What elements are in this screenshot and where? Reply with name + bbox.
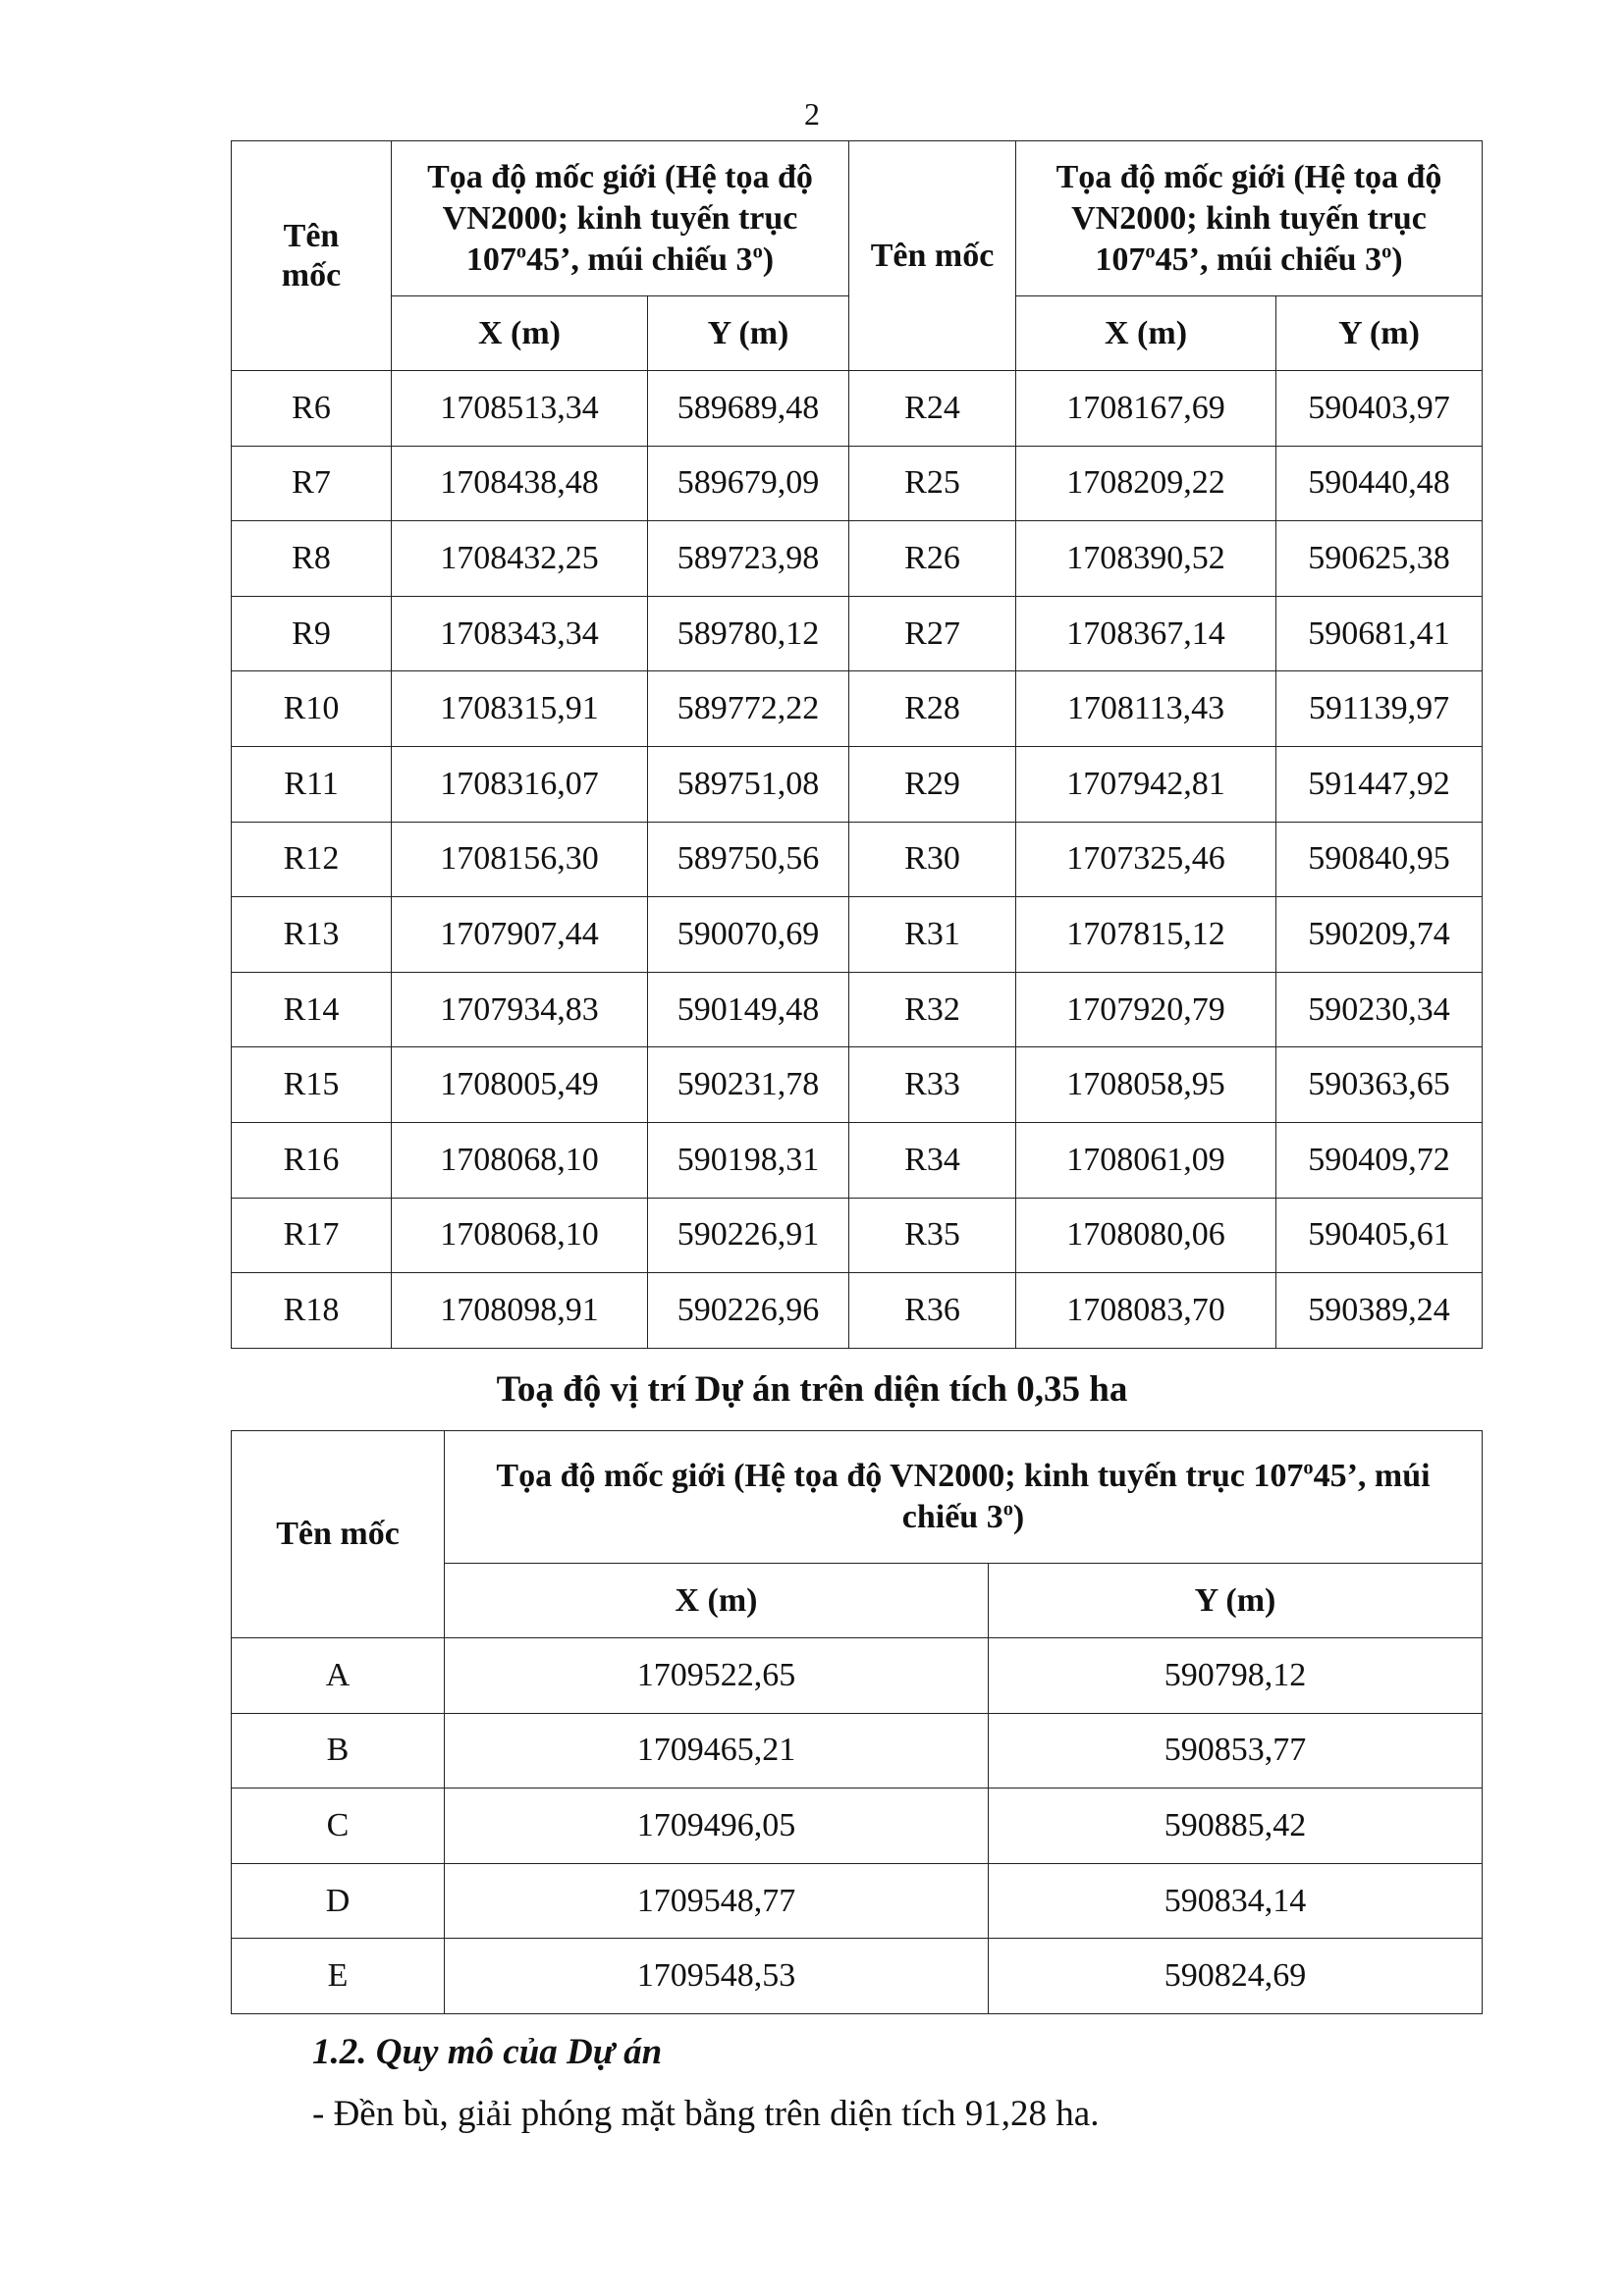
table-cell-x1: 1708316,07: [392, 746, 648, 822]
table-cell-x1: 1707934,83: [392, 972, 648, 1047]
table-cell-n2: R26: [849, 521, 1016, 597]
table-cell-y1: 589689,48: [648, 371, 849, 447]
table-cell-y1: 590070,69: [648, 897, 849, 973]
table-cell-x2: 1708209,22: [1016, 446, 1276, 521]
table-cell-y2: 591139,97: [1276, 671, 1483, 747]
col-header-name-right: Tên mốc: [849, 141, 1016, 371]
boundary-coordinates-table: [231, 140, 1483, 1349]
table-cell-y2: 590230,34: [1276, 972, 1483, 1047]
table-cell-n2: R27: [849, 596, 1016, 671]
table-cell-x1: 1708068,10: [392, 1122, 648, 1198]
table-cell-n2: R35: [849, 1198, 1016, 1273]
table-cell-y1: 590149,48: [648, 972, 849, 1047]
table-cell-y: 590885,42: [989, 1789, 1483, 1864]
col-header-x-left: X (m): [392, 296, 648, 371]
table-cell-n1: R18: [232, 1273, 392, 1349]
col-header-y-left: Y (m): [648, 296, 849, 371]
table-cell-y2: 590409,72: [1276, 1122, 1483, 1198]
page-number: 2: [804, 96, 820, 132]
table-cell-x1: 1708005,49: [392, 1047, 648, 1123]
table-cell-y1: 589723,98: [648, 521, 849, 597]
table-row: [232, 822, 1483, 897]
table-cell-y2: 590681,41: [1276, 596, 1483, 671]
table-cell-n1: R15: [232, 1047, 392, 1123]
table-row: [232, 972, 1483, 1047]
table-cell-n1: R10: [232, 671, 392, 747]
table-row: [232, 1638, 1483, 1714]
table-cell-n2: R28: [849, 671, 1016, 747]
subheading: 1.2. Quy mô của Dự án: [312, 2032, 663, 2072]
table-cell-n1: R7: [232, 446, 392, 521]
table-row: [232, 596, 1483, 671]
table-cell-y1: 589679,09: [648, 446, 849, 521]
table-row: [232, 446, 1483, 521]
col-header-y-right: Y (m): [1276, 296, 1483, 371]
table-cell-y2: 590405,61: [1276, 1198, 1483, 1273]
table-cell-n: E: [232, 1939, 445, 2014]
table-cell-x: 1709548,53: [445, 1939, 989, 2014]
table-row: [232, 371, 1483, 447]
table-row: [232, 1863, 1483, 1939]
table-cell-n1: R12: [232, 822, 392, 897]
table-cell-y1: 589750,56: [648, 822, 849, 897]
table-cell-x2: 1707815,12: [1016, 897, 1276, 973]
table-cell-n: A: [232, 1638, 445, 1714]
table-cell-x2: 1708367,14: [1016, 596, 1276, 671]
table-row: [232, 1789, 1483, 1864]
table-cell-y1: 589772,22: [648, 671, 849, 747]
table-cell-n2: R33: [849, 1047, 1016, 1123]
table-cell-x: 1709522,65: [445, 1638, 989, 1714]
table-cell-n2: R32: [849, 972, 1016, 1047]
table-cell-n2: R30: [849, 822, 1016, 897]
table-row: [232, 1122, 1483, 1198]
table-cell-y2: 590840,95: [1276, 822, 1483, 897]
table-cell-x1: 1708315,91: [392, 671, 648, 747]
table-cell-x2: 1708167,69: [1016, 371, 1276, 447]
table-cell-x2: 1708058,95: [1016, 1047, 1276, 1123]
project-table-body: [232, 1638, 1483, 2014]
col-header-name-left: Tên mốc: [232, 141, 392, 371]
table-cell-y2: 591447,92: [1276, 746, 1483, 822]
table-cell-x: 1709465,21: [445, 1713, 989, 1789]
table-row: [232, 1713, 1483, 1789]
table-cell-y2: 590440,48: [1276, 446, 1483, 521]
table-cell-y2: 590403,97: [1276, 371, 1483, 447]
table-cell-x1: 1707907,44: [392, 897, 648, 973]
col-header-x: X (m): [445, 1564, 989, 1638]
table-cell-y1: 590231,78: [648, 1047, 849, 1123]
col-header-y: Y (m): [989, 1564, 1483, 1638]
col-header-x-right: X (m): [1016, 296, 1276, 371]
table-cell-n: B: [232, 1713, 445, 1789]
table-cell-n2: R36: [849, 1273, 1016, 1349]
table-cell-n: D: [232, 1863, 445, 1939]
table-cell-y1: 589751,08: [648, 746, 849, 822]
table-cell-n2: R29: [849, 746, 1016, 822]
table-cell-x1: 1708068,10: [392, 1198, 648, 1273]
table-cell-x2: 1708113,43: [1016, 671, 1276, 747]
table-cell-n1: R11: [232, 746, 392, 822]
table-cell-x1: 1708156,30: [392, 822, 648, 897]
col-header-name: Tên mốc: [232, 1431, 445, 1638]
boundary-table-body: [232, 371, 1483, 1349]
table-row: [232, 746, 1483, 822]
table-cell-y2: 590625,38: [1276, 521, 1483, 597]
table-cell-x1: 1708513,34: [392, 371, 648, 447]
table-cell-x: 1709548,77: [445, 1863, 989, 1939]
table-cell-x2: 1707920,79: [1016, 972, 1276, 1047]
table-cell-x1: 1708438,48: [392, 446, 648, 521]
table-cell-y: 590834,14: [989, 1863, 1483, 1939]
table-cell-n1: R6: [232, 371, 392, 447]
table-row: [232, 1047, 1483, 1123]
table-cell-y1: 589780,12: [648, 596, 849, 671]
paragraph: - Đền bù, giải phóng mặt bằng trên diện tích 91,28 ha.: [312, 2094, 1100, 2134]
table-row: [232, 1198, 1483, 1273]
table-cell-y1: 590198,31: [648, 1122, 849, 1198]
table-cell-n2: R34: [849, 1122, 1016, 1198]
table-row: [232, 521, 1483, 597]
table-cell-y: 590798,12: [989, 1638, 1483, 1714]
table-cell-x2: 1707325,46: [1016, 822, 1276, 897]
table-cell-y: 590853,77: [989, 1713, 1483, 1789]
table-row: [232, 1939, 1483, 2014]
table-cell-n2: R24: [849, 371, 1016, 447]
table-row: [232, 671, 1483, 747]
table-cell-x2: 1708080,06: [1016, 1198, 1276, 1273]
table-cell-x1: 1708343,34: [392, 596, 648, 671]
table-cell-x1: 1708432,25: [392, 521, 648, 597]
table-cell-n1: R17: [232, 1198, 392, 1273]
table-cell-x2: 1708061,09: [1016, 1122, 1276, 1198]
table-cell-n1: R13: [232, 897, 392, 973]
table-row: [232, 1273, 1483, 1349]
table-cell-x1: 1708098,91: [392, 1273, 648, 1349]
col-header-coords: Tọa độ mốc giới (Hệ tọa độ VN2000; kinh tuyến trục 107$^o$45’, múi chiếu 3$^o$): [445, 1431, 1483, 1564]
table-cell-y: 590824,69: [989, 1939, 1483, 2014]
table-cell-n: C: [232, 1789, 445, 1864]
section-title: Toạ độ vị trí Dự án trên diện tích 0,35 ha: [496, 1369, 1128, 1410]
table-row: [232, 897, 1483, 973]
table-cell-y2: 590363,65: [1276, 1047, 1483, 1123]
table-cell-x2: 1708083,70: [1016, 1273, 1276, 1349]
table-cell-y1: 590226,96: [648, 1273, 849, 1349]
table-cell-y1: 590226,91: [648, 1198, 849, 1273]
table-cell-n1: R14: [232, 972, 392, 1047]
table-cell-x2: 1708390,52: [1016, 521, 1276, 597]
project-site-coordinates-table: [231, 1430, 1483, 2014]
table-cell-x: 1709496,05: [445, 1789, 989, 1864]
table-cell-n1: R9: [232, 596, 392, 671]
table-cell-n2: R25: [849, 446, 1016, 521]
table-cell-n2: R31: [849, 897, 1016, 973]
table-cell-n1: R8: [232, 521, 392, 597]
col-header-coords-right: Tọa độ mốc giới (Hệ tọa độ VN2000; kinh tuyến trục 107$^o$45’, múi chiếu 3$^o$): [1016, 141, 1483, 296]
col-header-coords-left: Tọa độ mốc giới (Hệ tọa độ VN2000; kinh tuyến trục 107$^o$45’, múi chiếu 3$^o$): [392, 141, 849, 296]
table-cell-x2: 1707942,81: [1016, 746, 1276, 822]
table-cell-y2: 590209,74: [1276, 897, 1483, 973]
table-cell-n1: R16: [232, 1122, 392, 1198]
table-cell-y2: 590389,24: [1276, 1273, 1483, 1349]
